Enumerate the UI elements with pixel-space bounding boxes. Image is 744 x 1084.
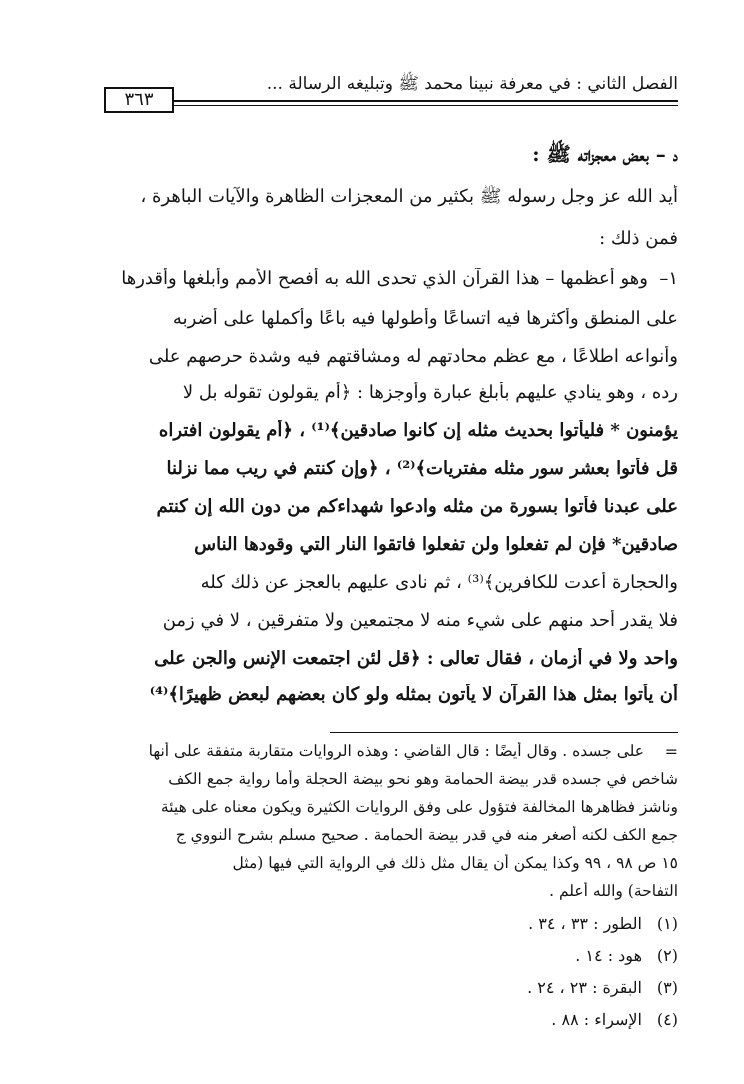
footnote-number: (٢) [656, 946, 678, 965]
paragraph-line: وأنواعه اطلاعًا ، مع عظم محادتهم له ومشاقتهم فيه وشدة حرصهم على [148, 346, 678, 367]
paragraph-line: فلا يقدر أحد منهم على شيء منه لا مجتمعين ولا متفرقين ، لا في زمن [162, 610, 678, 631]
footnote-4 [551, 1010, 678, 1029]
footnote-text: الطور : ٣٣ ، ٣٤ . [528, 914, 642, 933]
paragraph-line: قل فأتوا بعشر سور مثله مفتريات﴾⁽²⁾ ، ﴿وإن كنتم في ريب مما نزلنا [166, 458, 678, 479]
section-heading: د – بعض معجزاته ﷺ : [532, 142, 678, 166]
intro-line: فمن ذلك : [599, 228, 678, 249]
footnote-number: (٣) [656, 978, 678, 997]
paragraph-line: واحد ولا في أزمان ، فقال تعالى : ﴿قل لئن اجتمعت الإنس والجن على [154, 648, 678, 669]
header-rule [104, 100, 678, 102]
intro-line: أيد الله عز وجل رسوله ﷺ بكثير من المعجزات الظاهرة والآيات الباهرة ، [140, 186, 678, 207]
footnote-text: الإسراء : ٨٨ . [551, 1010, 642, 1029]
footnote-text: البقرة : ٢٣ ، ٢٤ . [527, 978, 642, 997]
paragraph-line: يؤمنون * فليأتوا بحديث مثله إن كانوا صادقين﴾⁽¹⁾ ، ﴿أم يقولون افتراه [158, 420, 678, 441]
paragraph-line: والحجارة أعدت للكافرين﴾⁽³⁾ ، ثم نادى عليهم بالعجز عن ذلك كله [200, 572, 678, 593]
page-number: ٣٦٣ [104, 87, 174, 113]
footnote-line: جمع الكف لكنه أصغر منه في قدر بيضة الحمامة . صحيح مسلم بشرح النووي ج [175, 826, 678, 844]
paragraph-line: وهو أعظمها – هذا القرآن الذي تحدى الله به أفصح الأمم وأبلغها وأقدرها [121, 268, 648, 289]
footnote-1 [528, 914, 678, 933]
paragraph-line: صادقين* فإن لم تفعلوا ولن تفعلوا فاتقوا النار التي وقودها الناس [194, 534, 678, 555]
footnote-3 [527, 978, 678, 997]
header-rule-thin [104, 105, 678, 106]
footnote-continuation-mark: = [664, 742, 678, 761]
footnote-line: على جسده . وقال أيضًا : قال القاضي : وهذه الروايات متقاربة متفقة على أنها [148, 742, 644, 760]
footnote-line: التفاحة) والله أعلم . [549, 882, 678, 900]
footnote-line: وناشز فظاهرها المخالفة فتؤول على وفق الروايات الكثيرة ويكون معناه على هيئة [160, 798, 678, 816]
paragraph-line: على عبدنا فأتوا بسورة من مثله وادعوا شهداءكم من دون الله إن كنتم [156, 496, 678, 517]
footnote-number: (٤) [656, 1010, 678, 1029]
footnote-line: ١٥ ص ٩٨ ، ٩٩ وكذا يمكن أن يقال مثل ذلك في الرواية التي فيها (مثل [232, 854, 678, 872]
item-number: ١– [659, 268, 678, 289]
footnote-2 [575, 946, 678, 965]
footnote-line: شاخص في جسده قدر بيضة الحمامة وهو نحو بيضة الحجلة وأما رواية جمع الكف [168, 770, 678, 788]
paragraph-line: على المنطق وأكثرها فيه اتساعًا وأطولها فيه باعًا وأكملها على أضربه [172, 308, 678, 329]
paragraph-line: أن يأتوا بمثل هذا القرآن لا يأتون بمثله ولو كان بعضهم لبعض ظهيرًا﴾⁽⁴⁾ [149, 684, 678, 705]
running-header: الفصل الثاني : في معرفة نبينا محمد ﷺ وتبليغه الرسالة ... [266, 74, 678, 94]
footnote-divider [330, 732, 678, 733]
footnote-text: هود : ١٤ . [575, 946, 642, 965]
paragraph-line: رده ، وهو ينادي عليهم بأبلغ عبارة وأوجزها : ﴿أم يقولون تقوله بل لا [182, 382, 678, 403]
footnote-number: (١) [656, 914, 678, 933]
